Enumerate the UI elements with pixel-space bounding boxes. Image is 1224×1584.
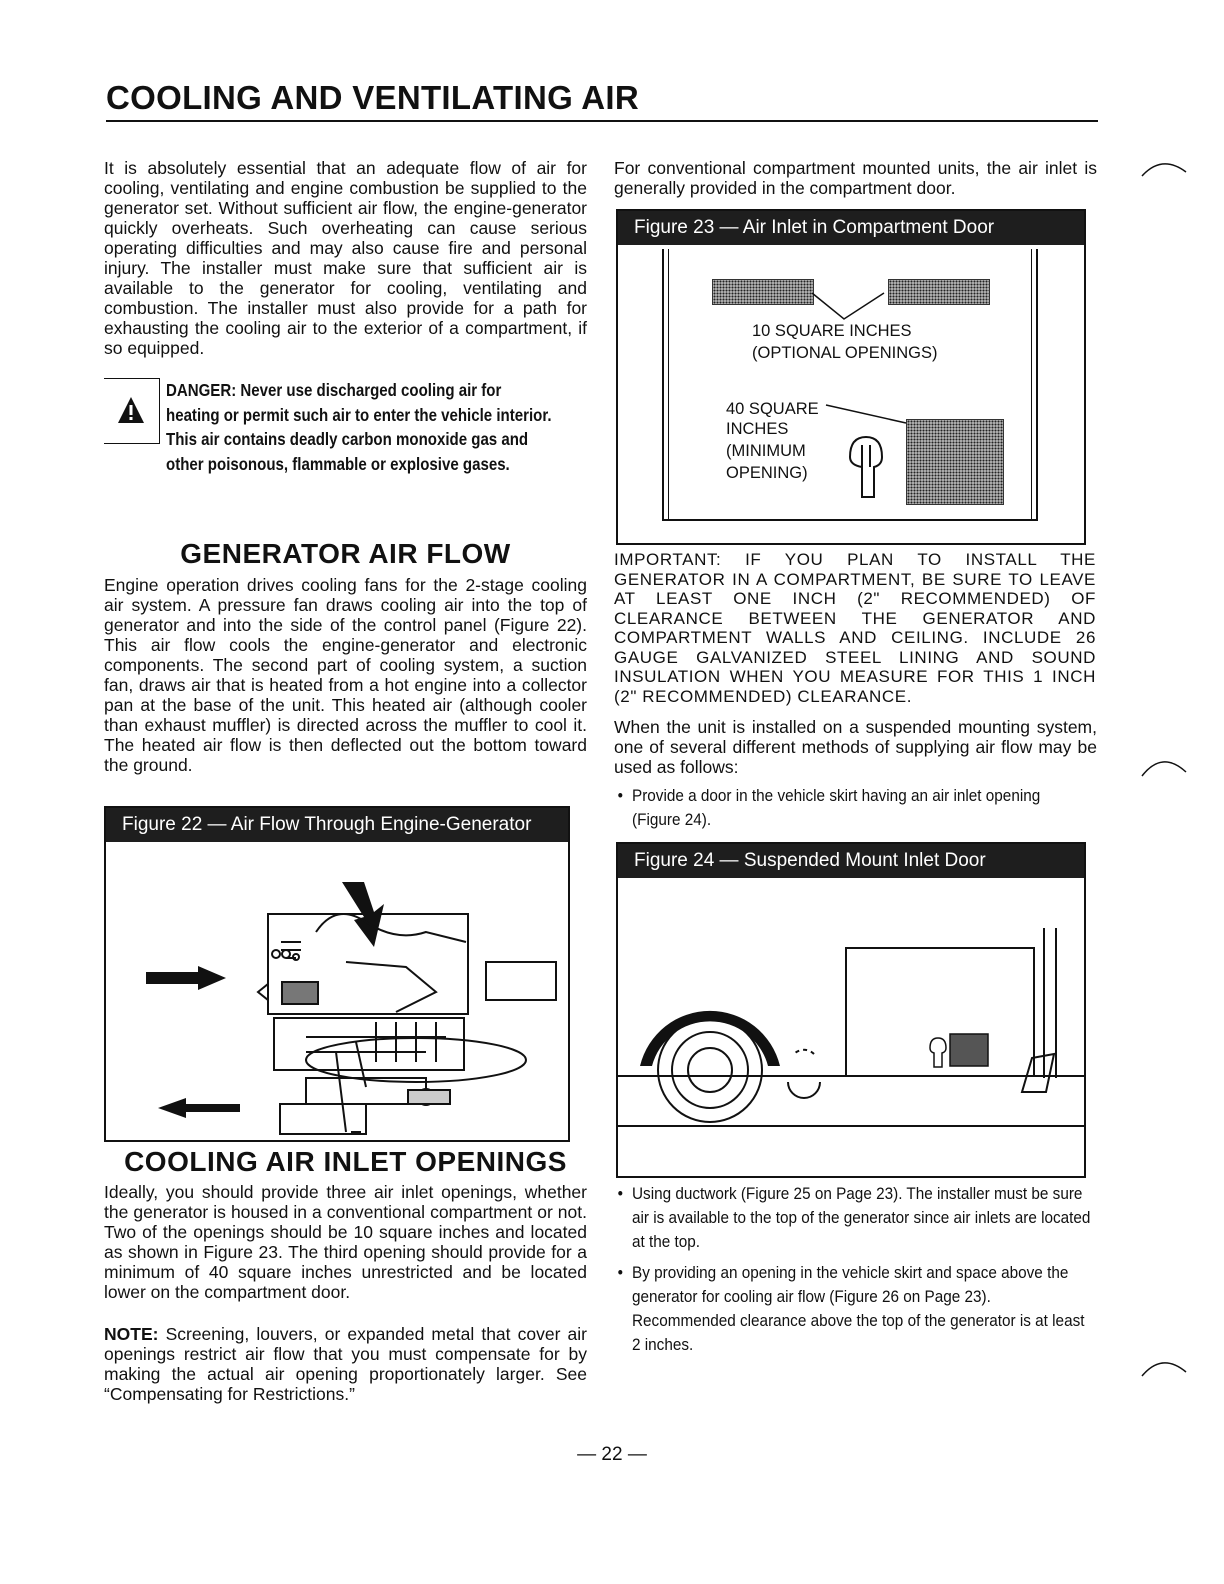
danger-warning: DANGER: Never use discharged cooling air for heating or permit such air to enter the vehicle interior. This air contains deadly carbon monoxide gas and other poisonous, flammable or explosive gases. [166, 380, 552, 474]
figure-23-caption: Figure 23 — Air Inlet in Compartment Door [618, 211, 1084, 245]
optional-opening-right [888, 279, 990, 305]
note-label: NOTE: [104, 1324, 159, 1344]
bullet-2-marker: • [617, 1184, 623, 1203]
suspended-mount-diagram [618, 878, 1084, 1174]
optional-opening-left [712, 279, 814, 305]
binder-hole-marks [1136, 152, 1196, 1392]
page-number: — 22 — [577, 1444, 647, 1465]
warning-triangle-icon [104, 379, 160, 445]
figure-23 [616, 209, 1086, 545]
note-text: Screening, louvers, or expanded metal that cover air openings restrict air flow that you must compensate for by making the actual air opening proportionately larger. See “Compensating for Restrictions.” [104, 1324, 587, 1404]
inlet-paragraph: Ideally, you should provide three air inlet openings, whether the generator is housed in a conventional compartment or not. Two of the openings should be 10 square inches and located as shown in Figure 23. The third opening should provide for a minimum of 40 square inches unrestricted and be located lower on the compartment door. [104, 1182, 587, 1302]
bullet-1 [617, 784, 1093, 832]
door-handle-icon [822, 401, 912, 501]
page-title: COOLING AND VENTILATING AIR [106, 78, 1098, 122]
compartment-intro: For conventional compartment mounted units, the air inlet is generally provided in the compartment door. [614, 158, 1097, 198]
danger-icon-frame [104, 378, 160, 444]
minimum-opening [906, 419, 1004, 505]
airflow-paragraph: Engine operation drives cooling fans for the 2-stage cooling air system. A pressure fan draws cooling air into the top of generator and into the side of the control panel (Figure 22). This air flow cools the engine-generator and electronic components. The second part of cooling system, a suction fan, draws air that is heated from a hot engine into a collector pan at the base of the unit. This heated air (although cooler than exhaust muffler) is directed across the muffler to cool it. The heated air flow is then deflected out the bottom toward the ground. [104, 575, 587, 775]
bullet-3-marker: • [617, 1263, 623, 1282]
figure-22-caption: Figure 22 — Air Flow Through Engine-Generator [106, 808, 568, 842]
figure-24-caption: Figure 24 — Suspended Mount Inlet Door [618, 844, 1084, 878]
bullet-3-text: By providing an opening in the vehicle skirt and space above the generator for cooling air flow (Figure 26 on Page 23). Recommended clearance above the top of the generator is at least 2 inches. [632, 1263, 1085, 1354]
inlet-heading: COOLING AIR INLET OPENINGS [124, 1146, 567, 1177]
fig23-bottom-label-4: OPENING) [726, 464, 808, 482]
fig23-bottom-label-1: 40 SQUARE [726, 400, 819, 418]
airflow-heading: GENERATOR AIR FLOW [180, 538, 511, 569]
figure-22 [104, 806, 570, 1142]
bullet-1-text: Provide a door in the vehicle skirt having an air inlet opening (Figure 24). [632, 786, 1041, 829]
fig23-top-label-2: (OPTIONAL OPENINGS) [752, 344, 938, 362]
intro-paragraph: It is absolutely essential that an adequate flow of air for cooling, ventilating and engine combustion be supplied to the generator set. Without sufficient air flow, the engine-generator quickly overheats. Such overheating can cause serious operating difficulties and may also cause fire and personal injury. The installer must make sure that sufficient air is available to the generator for cooling, ventilating and combustion. The installer must also provide for a path for exhausting the cooling air to the exterior of a compartment, if so equipped. [104, 158, 587, 358]
suspended-mount-paragraph: When the unit is installed on a suspended mounting system, one of several different methods of supplying air flow may be used as follows: [614, 717, 1097, 777]
bullet-1-marker: • [617, 786, 623, 805]
fig23-top-label-1: 10 SQUARE INCHES [752, 322, 912, 340]
fig23-bottom-label-3: (MINIMUM [726, 442, 806, 460]
engine-generator-diagram [106, 842, 568, 1138]
bullet-2-text: Using ductwork (Figure 25 on Page 23). The installer must be sure air is available to the top of the generator since air inlets are located at the top. [632, 1184, 1091, 1251]
bullet-3 [617, 1261, 1093, 1357]
figure-24 [616, 842, 1086, 1178]
note-paragraph [104, 1324, 587, 1404]
fig23-bottom-label-2: INCHES [726, 420, 789, 438]
bullet-2 [617, 1182, 1093, 1254]
important-notice: IMPORTANT: IF YOU PLAN TO INSTALL THE GENERATOR IN A COMPARTMENT, BE SURE TO LEAVE AT LEAST ONE INCH (2" RECOMMENDED) OF CLEARANCE BETWEEN THE GENERATOR AND COMPARTMENT WALLS AND CEILING. INCLUDE 26 GAUGE GALVANIZED STEEL LINING AND SOUND INSULATION WHEN YOU MEASURE FOR THIS 1 INCH (2" RECOMMENDED) CLEARANCE. [614, 550, 1096, 706]
